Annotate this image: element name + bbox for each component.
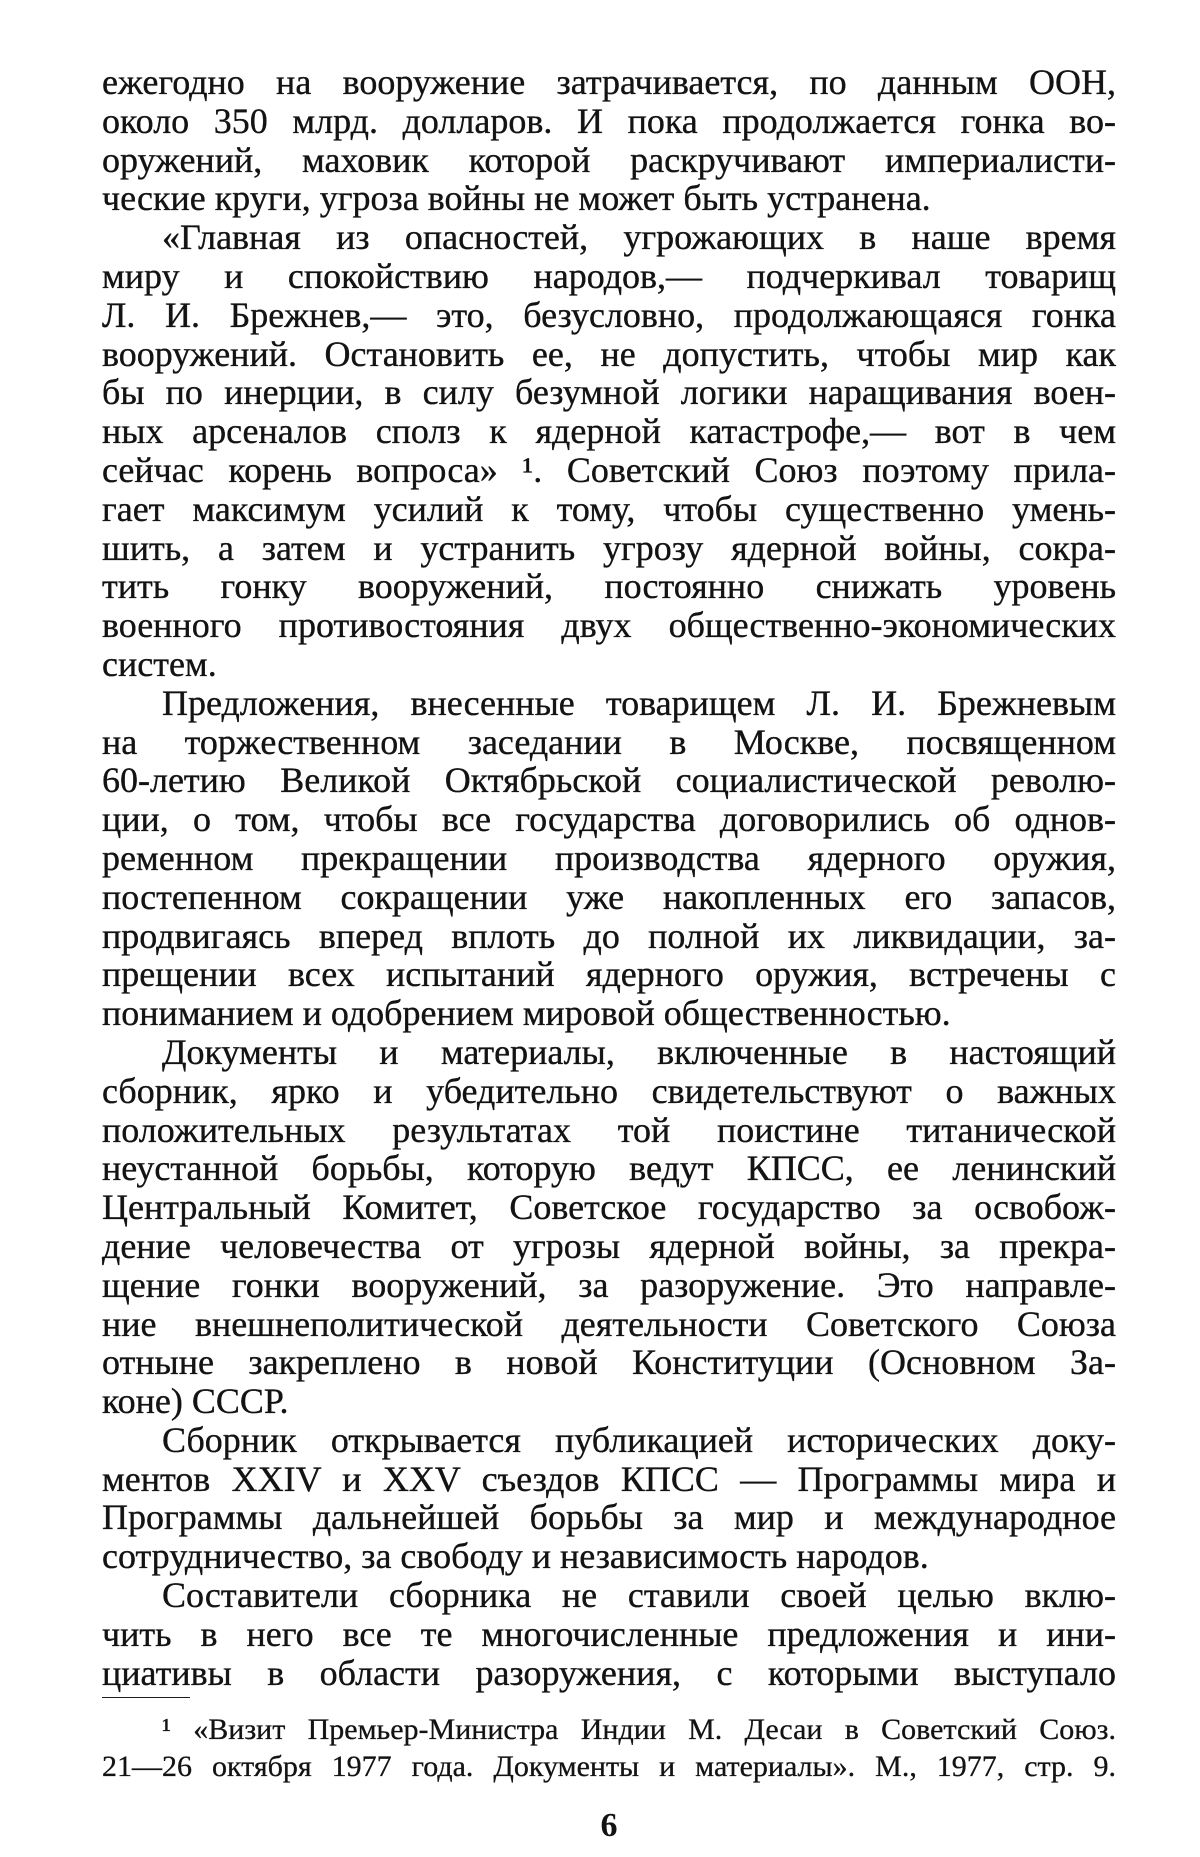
text-line: ежегодно на вооружение затрачивается, по данным ООН, [102, 62, 1116, 102]
text-line: циативы в области разоружения, с которыми выступало [102, 1652, 1116, 1693]
paragraph [102, 1033, 1116, 1421]
text-line: прещении всех испытаний ядерного оружия, встречены с [102, 954, 1116, 995]
text-line: систем. [102, 643, 217, 684]
text-line: гает максимум усилий к тому, чтобы существенно умень- [102, 488, 1116, 529]
footnote-separator [102, 1697, 190, 1698]
footnote-line: ¹ «Визит Премьер-Министра Индии М. Десаи в Советский Союз. [162, 1713, 1116, 1746]
text-line: 60-летию Великой Октябрьской социалистической револю- [102, 760, 1116, 801]
text-line: ных арсеналов сполз к ядерной катастрофе,— вот в чем [102, 411, 1116, 452]
text-line: положительных результатах той поистине титанической [102, 1109, 1116, 1150]
text-line: миру и спокойствию народов,— подчеркивал товарищ [102, 255, 1116, 296]
text-line: Предложения, внесенные товарищем Л. И. Брежневым [162, 682, 1116, 723]
text-line: пониманием и одобрением мировой общественностью. [102, 993, 951, 1034]
text-line: сотрудничество, за свободу и независимость народов. [102, 1536, 929, 1577]
text-line: ции, о том, чтобы все государства договорились об однов- [102, 799, 1116, 840]
text-line: сейчас корень вопроса» ¹. Советский Союз поэтому прила- [102, 449, 1116, 490]
text-line: Сборник открывается публикацией исторических доку- [162, 1419, 1116, 1460]
text-line: ременном прекращении производства ядерного оружия, [102, 837, 1116, 878]
text-line: военного противостояния двух общественно-экономических [102, 605, 1116, 646]
paragraph [102, 1576, 1116, 1692]
text-line: ментов XXIV и XXV съездов КПСС — Программы мира и [102, 1458, 1116, 1499]
text-line: около 350 млрд. долларов. И пока продолжается гонка во- [102, 100, 1116, 141]
text-line: Составители сборника не ставили своей целью вклю- [162, 1575, 1116, 1616]
text-line: продвигаясь вперед вплоть до полной их ликвидации, за- [102, 915, 1116, 956]
paragraph [102, 1421, 1116, 1576]
paragraph [102, 63, 1116, 218]
text-line: отныне закреплено в новой Конституции (Основном За- [102, 1342, 1116, 1383]
text-line: вооружений. Остановить ее, не допустить, чтобы мир как [102, 333, 1116, 374]
text-line: дение человечества от угрозы ядерной войны, за прекра- [102, 1225, 1116, 1266]
text-line: Л. И. Брежнев,— это, безусловно, продолжающаяся гонка [102, 294, 1116, 335]
text-line: Программы дальнейшей борьбы за мир и международное [102, 1497, 1116, 1538]
text-line: чить в него все те многочисленные предложения и ини- [102, 1613, 1116, 1654]
text-line: на торжественном заседании в Москве, посвященном [102, 721, 1116, 762]
text-line: ние внешнеполитической деятельности Советского Союза [102, 1303, 1116, 1344]
text-line: бы по инерции, в силу безумной логики наращивания воен- [102, 372, 1116, 413]
text-line: неустанной борьбы, которую ведут КПСС, ее ленинский [102, 1148, 1116, 1189]
text-line: сборник, ярко и убедительно свидетельствуют о важных [102, 1070, 1116, 1111]
text-line: тить гонку вооружений, постоянно снижать уровень [102, 566, 1116, 607]
text-line: шить, а затем и устранить угрозу ядерной войны, сокра- [102, 527, 1116, 568]
text-line: щение гонки вооружений, за разоружение. Это направле- [102, 1264, 1116, 1305]
text-line: Центральный Комитет, Советское государство за освобож- [102, 1187, 1116, 1228]
text-line: коне) СССР. [102, 1381, 289, 1422]
body-text [102, 63, 1116, 1692]
paragraph [102, 684, 1116, 1033]
page-number: 6 [600, 1807, 618, 1844]
text-line: постепенном сокращении уже накопленных его запасов, [102, 876, 1116, 917]
text-line: ческие круги, угроза войны не может быть устранена. [102, 178, 931, 219]
text-line: Документы и материалы, включенные в настоящий [162, 1031, 1116, 1072]
paragraph [102, 218, 1116, 684]
footnote [102, 1711, 1116, 1785]
text-line: оружений, маховик которой раскручивают империалисти- [102, 139, 1116, 180]
footnote-line: 21—26 октября 1977 года. Документы и материалы». М., 1977, стр. 9. [102, 1750, 1116, 1783]
text-line: «Главная из опасностей, угрожающих в наше время [162, 217, 1116, 258]
